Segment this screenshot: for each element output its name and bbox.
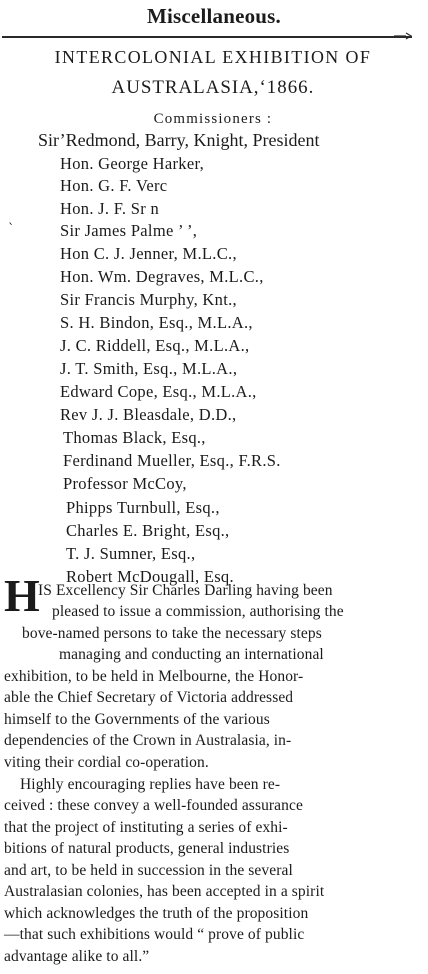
rule-ornament-icon: [394, 32, 412, 40]
headline-line-1: INTERCOLONIAL EXHIBITION OF: [54, 47, 372, 67]
section-title: Miscellaneous.: [146, 4, 282, 28]
member-item: Hon. G. F. Verc: [60, 176, 168, 195]
article-line: Highly encouraging replies have been re-: [20, 776, 281, 793]
divider-rule: [2, 36, 412, 38]
article-line: bove-named persons to take the necessary steps: [22, 625, 322, 642]
member-item: S. H. Bindon, Esq., M.L.A.,: [60, 313, 253, 332]
member-item: Robert McDougall, Esq.: [66, 567, 234, 586]
article-line: bitions of natural products, general industries: [4, 840, 290, 857]
member-item: J. C. Riddell, Esq., M.L.A.,: [60, 336, 250, 355]
member-item: Charles E. Bright, Esq.,: [66, 521, 230, 540]
member-item: Hon. J. F. Sr n: [60, 199, 159, 218]
article-line: which acknowledges the truth of the proposition: [4, 905, 309, 922]
member-item: Professor McCoy,: [63, 474, 187, 493]
member-item: Sir Francis Murphy, Knt.,: [60, 290, 237, 309]
member-item: Phipps Turnbull, Esq.,: [66, 498, 220, 517]
member-item: Sir James Palme ’ ’,: [60, 221, 198, 240]
commissioners-heading: Commissioners :: [153, 111, 273, 127]
article-line: that the project of instituting a series of exhi-: [4, 819, 288, 836]
member-item: Hon. George Harker,: [60, 154, 205, 173]
article-line: dependencies of the Crown in Australasia, in-: [4, 732, 292, 749]
article-line: advantage alike to all.”: [4, 948, 150, 965]
article-line: —that such exhibitions would “ prove of public: [4, 926, 305, 943]
article-line: himself to the Governments of the various: [4, 711, 270, 728]
article-line: ceived : these convey a well-founded assurance: [4, 797, 303, 814]
member-item: Thomas Black, Esq.,: [63, 428, 206, 447]
article-line: exhibition, to be held in Melbourne, the Honor-: [4, 668, 304, 685]
member-item: Hon. Wm. Degraves, M.L.C.,: [60, 267, 264, 286]
article-line: Australasian colonies, has been accepted in a spirit: [4, 883, 325, 900]
member-item: Ferdinand Mueller, Esq., F.R.S.: [63, 451, 281, 470]
member-item: J. T. Smith, Esq., M.L.A.,: [60, 359, 238, 378]
stray-ink-mark: `: [8, 222, 15, 237]
article-line: able the Chief Secretary of Victoria addressed: [4, 689, 294, 706]
headline-line-2: AUSTRALASIA,‘1866.: [111, 77, 315, 98]
president-line: Sir’Redmond, Barry, Knight, President: [38, 130, 320, 150]
article-line: pleased to issue a commission, authorising the: [52, 603, 344, 620]
member-item: Rev J. J. Bleasdale, D.D.,: [60, 405, 237, 424]
drop-cap-letter: H: [4, 570, 40, 621]
article-line: managing and conducting an international: [59, 646, 324, 663]
member-item: Hon C. J. Jenner, M.L.C.,: [60, 244, 237, 263]
article-line: IS Excellency Sir Charles Darling having been: [38, 582, 333, 599]
member-item: T. J. Sumner, Esq.,: [66, 544, 196, 563]
article-line: and art, to be held in succession in the several: [4, 862, 293, 879]
article-line: viting their cordial co-operation.: [4, 754, 209, 771]
member-item: Edward Cope, Esq., M.L.A.,: [60, 382, 257, 401]
